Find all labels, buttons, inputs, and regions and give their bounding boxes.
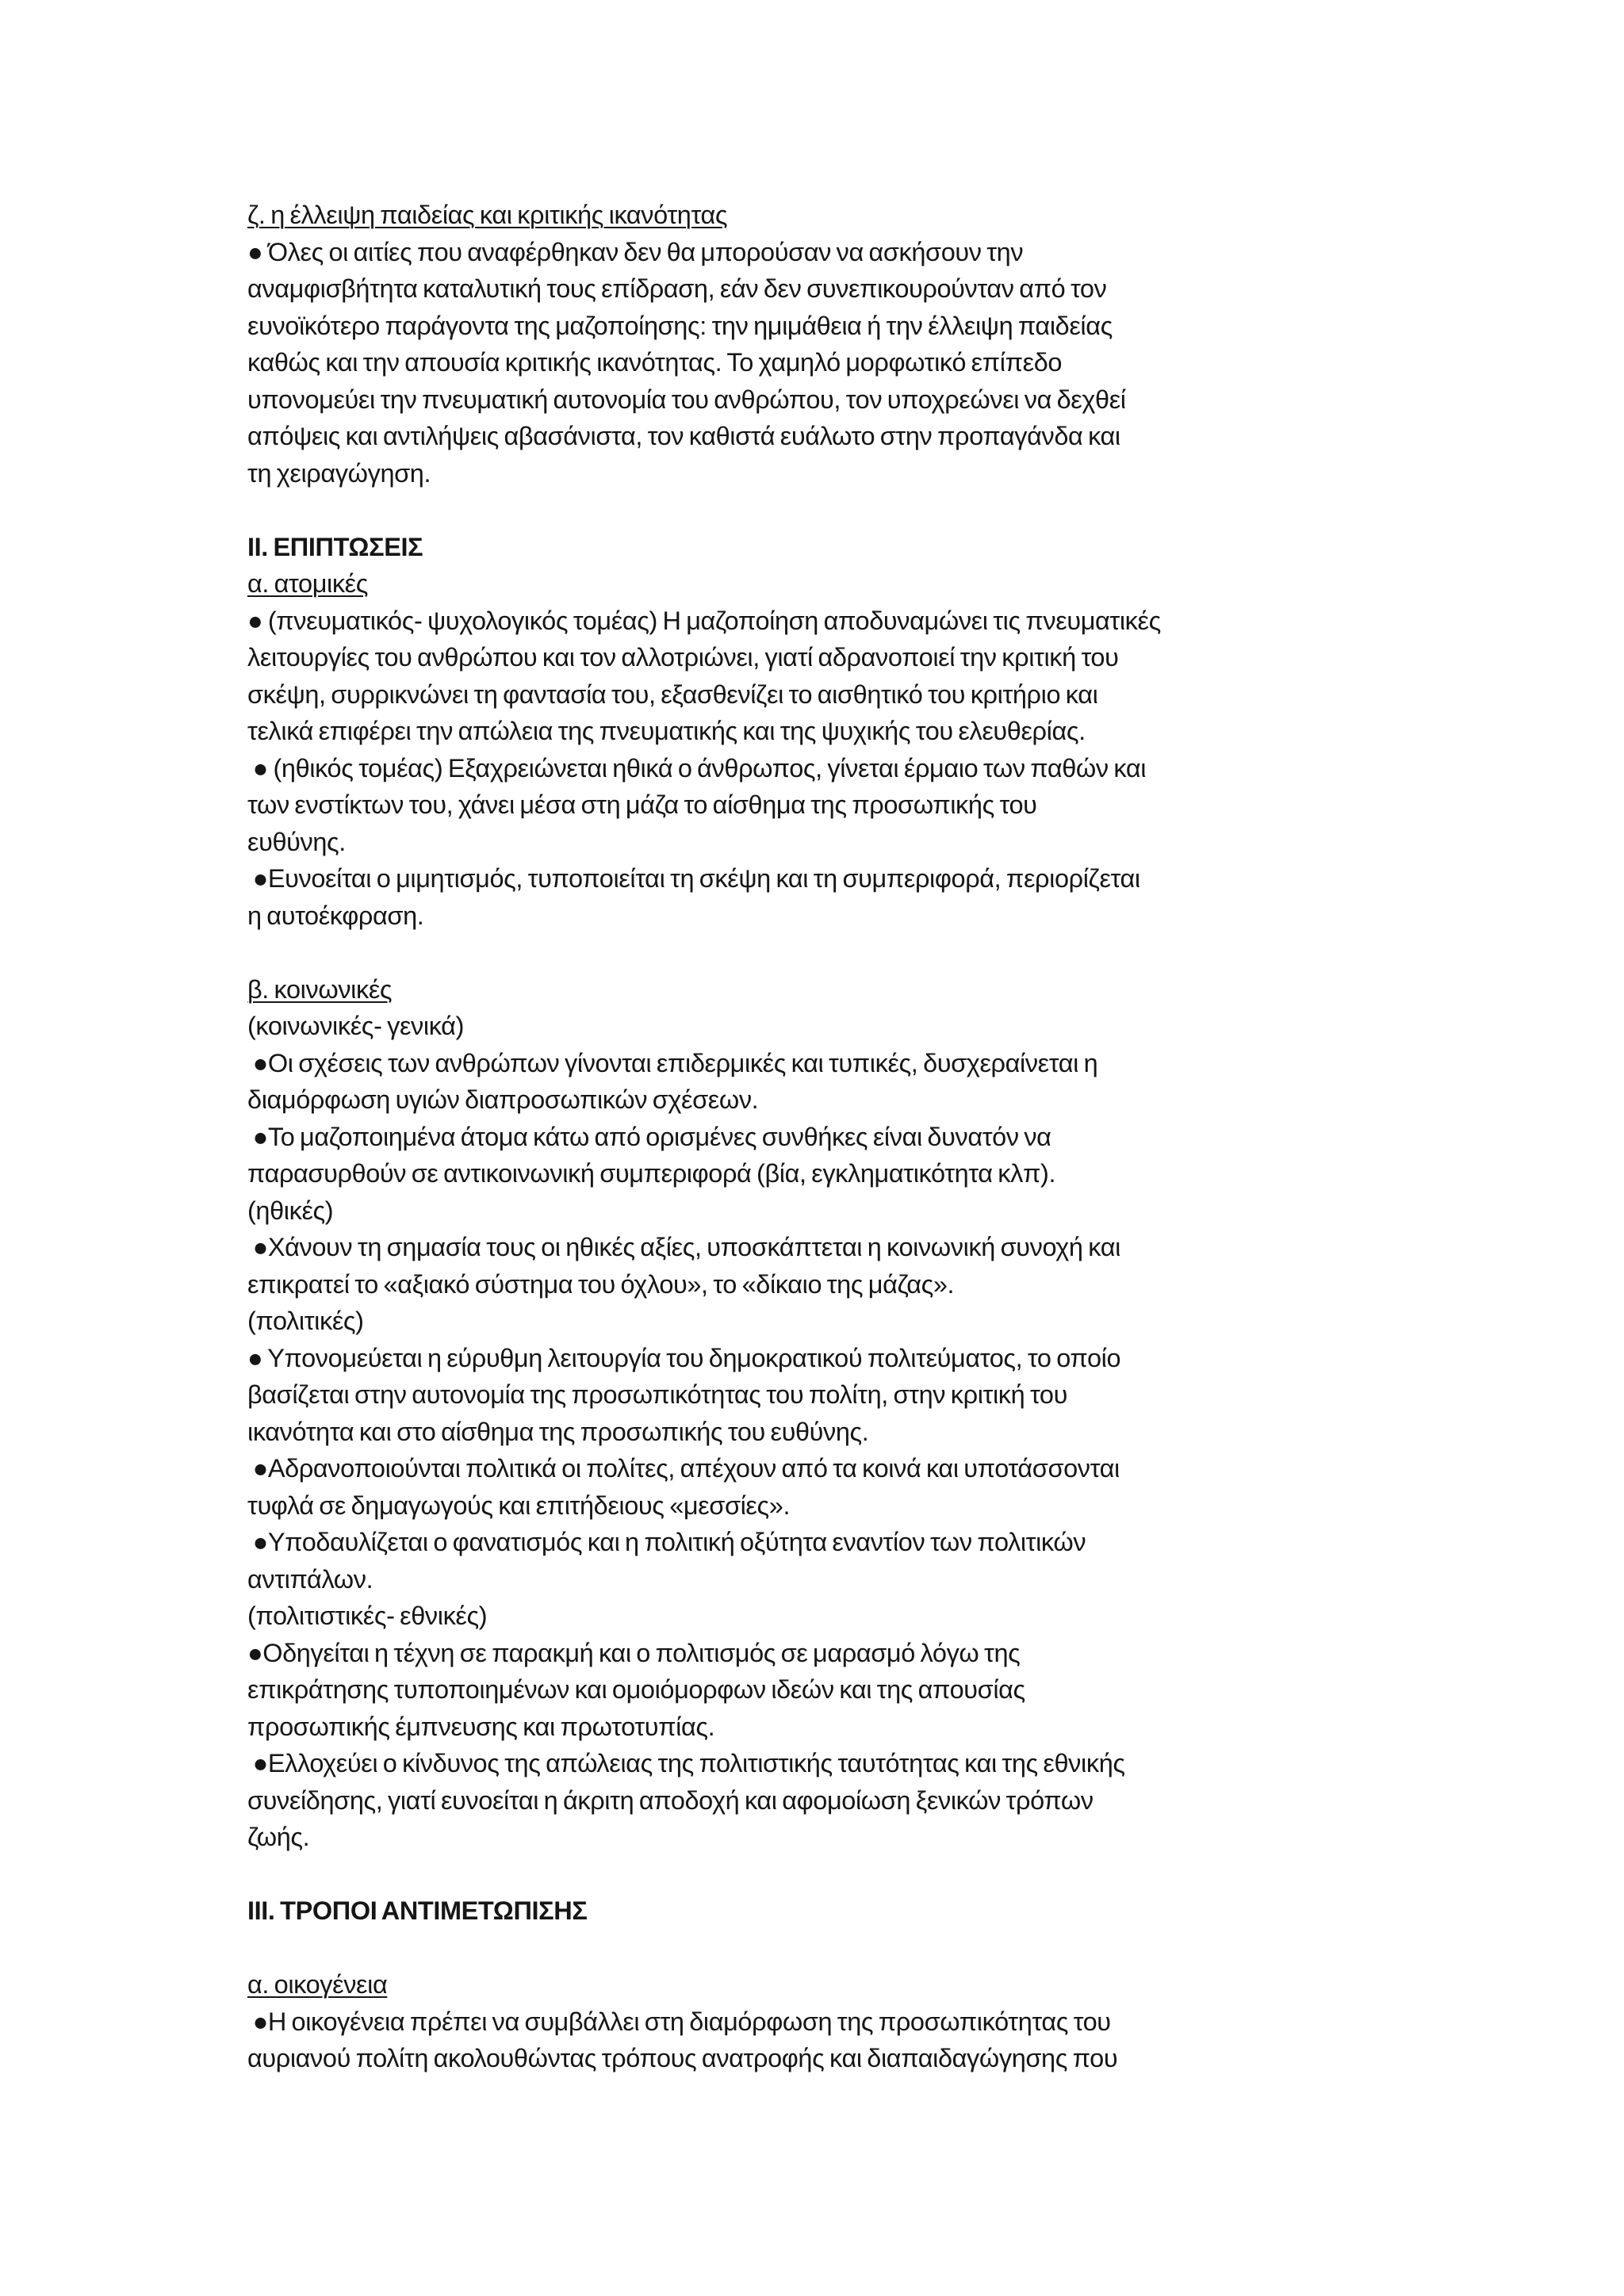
text-line: σκέψη, συρρικνώνει τη φαντασία του, εξασθενίζει το αισθητικό του κριτήριο και [247,679,1098,709]
text-line: διαμόρφωση υγιών διαπροσωπικών σχέσεων. [247,1085,759,1114]
blank-line [247,1856,1389,1893]
text-line: ● (πνευματικός- ψυχολογικός τομέας) Η μαζοποίηση αποδυναμώνει τις πνευματικές [247,606,1161,635]
text-line: ● Όλες οι αιτίες που αναφέρθηκαν δεν θα μπορούσαν να ασκήσουν την [247,237,1024,266]
text-line: των ενστίκτων του, χάνει μέσα στη μάζα το αίσθημα της προσωπικής του [247,790,1037,819]
subsection-heading: α. ατομικές [247,569,369,598]
text-line: ●Χάνουν τη σημασία τους οι ηθικές αξίες, υποσκάπτεται η κοινωνική συνοχή και [247,1233,1120,1261]
text-line: επικράτησης τυποποιημένων και ομοιόμορφων ιδεών και της απουσίας [247,1675,1025,1704]
text-line: τυφλά σε δημαγωγούς και επιτήδειους «μεσσίες». [247,1490,791,1520]
text-line: ●Ευνοείται ο μιμητισμός, τυποποιείται τη σκέψη και τη συμπεριφορά, περιορίζεται [247,864,1140,893]
text-line: καθώς και την απουσία κριτικής ικανότητας. Το χαμηλό μορφωτικό επίπεδο [247,348,1063,377]
text-line: προσωπικής έμπνευσης και πρωτοτυπίας. [247,1712,715,1741]
text-line: βασίζεται στην αυτονομία της προσωπικότητας του πολίτη, στην κριτική του [247,1380,1067,1409]
text-line: ●Οδηγείται η τέχνη σε παρακμή και ο πολιτισμός σε μαρασμό λόγω της [247,1638,1021,1667]
text-line: ικανότητα και στο αίσθημα της προσωπικής του ευθύνης. [247,1417,869,1446]
text-line: ●Το μαζοποιημένα άτομα κάτω από ορισμένες συνθήκες είναι δυνατόν να [247,1122,1051,1151]
text-line: ●Αδρανοποιούνται πολιτικά οι πολίτες, απέχουν από τα κοινά και υποτάσσονται [247,1454,1120,1483]
text-line: αντιπάλων. [247,1564,373,1594]
text-line: ●Η οικογένεια πρέπει να συμβάλλει στη διαμόρφωση της προσωπικότητας του [247,2007,1111,2036]
text-line: αυριανού πολίτη ακολουθώντας τρόπους ανατροφής και διαπαιδαγώγησης που [247,2044,1118,2072]
text-line: απόψεις και αντιλήψεις αβασάνιστα, τον καθιστά ευάλωτο στην προπαγάνδα και [247,422,1120,450]
blank-line [247,1930,1389,1967]
text-line: ● (ηθικός τομέας) Εξαχρειώνεται ηθικά ο άνθρωπος, γίνεται έρμαιο των παθών και [247,753,1147,783]
text-line: επικρατεί το «αξιακό σύστημα του όχλου», το «δίκαιο της μάζας». [247,1269,955,1299]
paragraph [247,1008,1389,1856]
text-line: τη χειραγώγηση. [247,458,431,488]
section-heading: ΙΙ. ΕΠΙΠΤΩΣΕΙΣ [247,532,423,561]
subsection-heading: α. οικογένεια [247,1970,388,1999]
subsection-heading: β. κοινωνικές [247,974,393,1004]
text-line: παρασυρθούν σε αντικοινωνική συμπεριφορά (βία, εγκληματικότητα κλπ). [247,1159,1056,1188]
text-line: αναμφισβήτητα καταλυτική τους επίδραση, εάν δεν συνεπικουρούνταν από τον [247,274,1107,303]
text-line: η αυτοέκφραση. [247,901,424,930]
document-page [247,197,1389,2077]
section-heading: ΙΙΙ. ΤΡΟΠΟΙ ΑΝΤΙΜΕΤΩΠΙΣΗΣ [247,1896,588,1925]
paragraph [247,234,1389,492]
text-line: (πολιτικές) [247,1307,364,1335]
blank-line [247,492,1389,529]
text-line: ●Οι σχέσεις των ανθρώπων γίνονται επιδερμικές και τυπικές, δυσχεραίνεται η [247,1048,1098,1077]
text-line: (κοινωνικές- γενικά) [247,1012,464,1040]
text-line: ●Υποδαυλίζεται ο φανατισμός και η πολιτική οξύτητα εναντίον των πολιτικών [247,1528,1086,1556]
paragraph [247,2003,1389,2077]
text-line: ευνοϊκότερο παράγοντα της μαζοποίησης: την ημιμάθεια ή την έλλειψη παιδείας [247,311,1113,340]
blank-line [247,934,1389,971]
text-line: ζωής. [247,1823,310,1851]
text-line: ●Ελλοχεύει ο κίνδυνος της απώλειας της πολιτιστικής ταυτότητας και της εθνικής [247,1749,1125,1777]
text-line: ● Υπονομεύεται η εύρυθμη λειτουργία του δημοκρατικού πολιτεύματος, το οποίο [247,1343,1121,1372]
text-line: υπονομεύει την πνευματική αυτονομία του ανθρώπου, τον υποχρεώνει να δεχθεί [247,385,1126,414]
text-line: λειτουργίες του ανθρώπου και τον αλλοτριώνει, γιατί αδρανοποιεί την κριτική του [247,643,1119,672]
text-line: συνείδησης, γιατί ευνοείται η άκριτη αποδοχή και αφομοίωση ξενικών τρόπων [247,1785,1094,1815]
text-line: ευθύνης. [247,827,346,856]
paragraph [247,603,1389,935]
text-line: (πολιτιστικές- εθνικές) [247,1601,488,1630]
text-line: τελικά επιφέρει την απώλεια της πνευματικής και της ψυχικής του ελευθερίας. [247,717,1086,745]
text-line: (ηθικές) [247,1196,334,1225]
subsection-heading: ζ. η έλλειψη παιδείας και κριτικής ικανότητας [247,201,728,229]
